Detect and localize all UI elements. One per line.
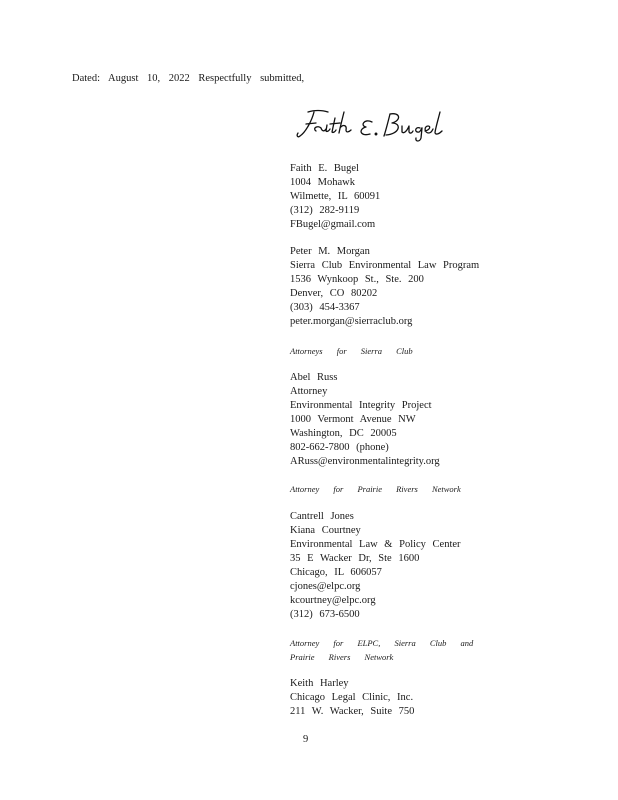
email-address: cjones@elpc.org — [290, 581, 361, 592]
city-state-zip: Denver, CO 80202 — [290, 288, 378, 299]
street-address: 35 E Wacker Dr, Ste 1600 — [290, 553, 420, 564]
phone-number: 802-662-7800 (phone) — [290, 442, 389, 453]
phone-number: (312) 282-9119 — [290, 205, 360, 216]
role-line: Attorney for ELPC, Sierra Club and — [290, 638, 474, 648]
attorney-name: Cantrell Jones — [290, 511, 354, 522]
role-attorney-prairie-rivers — [290, 482, 590, 496]
role-line: Attorneys for Sierra Club — [290, 346, 413, 356]
attorney-name: Kiana Courtney — [290, 525, 361, 536]
attorney-name: Abel Russ — [290, 372, 338, 383]
city-state-zip: Chicago, IL 606057 — [290, 567, 382, 578]
email-address: kcourtney@elpc.org — [290, 595, 376, 606]
street-address: 211 W. Wacker, Suite 750 — [290, 706, 415, 717]
attorney-name: Keith Harley — [290, 678, 349, 689]
signature-block-elpc — [290, 510, 590, 622]
dated-line: Dated: August 10, 2022 Respectfully submitted, — [72, 73, 305, 84]
phone-number: (312) 673-6500 — [290, 609, 360, 620]
signature-block-russ — [290, 371, 590, 469]
street-address: 1536 Wynkoop St., Ste. 200 — [290, 274, 424, 285]
city-state-zip: Wilmette, IL 60091 — [290, 191, 381, 202]
street-address: 1004 Mohawk — [290, 177, 355, 188]
phone-number: (303) 454-3367 — [290, 302, 360, 313]
signature-block-harley — [290, 677, 590, 719]
signature-image — [294, 104, 454, 146]
attorney-name: Peter M. Morgan — [290, 246, 370, 257]
role-line: Prairie Rivers Network — [290, 652, 394, 662]
email-address: ARuss@environmentalintegrity.org — [290, 456, 440, 467]
organization: Sierra Club Environmental Law Program — [290, 260, 480, 271]
signature-block-bugel — [290, 162, 590, 232]
organization: Environmental Integrity Project — [290, 400, 432, 411]
city-state-zip: Washington, DC 20005 — [290, 428, 397, 439]
email-address: FBugel@gmail.com — [290, 219, 376, 230]
page-number: 9 — [303, 734, 309, 745]
role-attorney-elpc — [290, 636, 590, 664]
street-address: 1000 Vermont Avenue NW — [290, 414, 416, 425]
organization: Chicago Legal Clinic, Inc. — [290, 692, 414, 703]
attorney-title: Attorney — [290, 386, 328, 397]
email-address: peter.morgan@sierraclub.org — [290, 316, 413, 327]
organization: Environmental Law & Policy Center — [290, 539, 461, 550]
signature-block-morgan — [290, 245, 590, 329]
attorney-name: Faith E. Bugel — [290, 163, 359, 174]
role-attorneys-sierra-club — [290, 344, 590, 358]
role-line: Attorney for Prairie Rivers Network — [290, 484, 461, 494]
